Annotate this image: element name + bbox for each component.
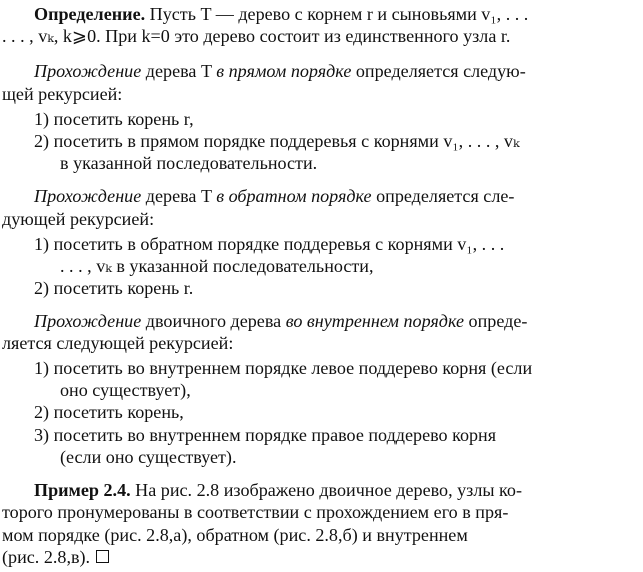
example-line-1 (34, 479, 522, 501)
definition-heading: Определение. (34, 3, 146, 24)
end-of-proof-square-icon (96, 550, 109, 563)
postorder-step-1b: . . . , vₖ в указанной последовательности, (60, 255, 374, 276)
example-text-4: (рис. 2.8,в). (2, 546, 91, 567)
postorder-step-1a: 1) посетить в обратном порядке поддеревья с корнями v₁, . . . (34, 233, 505, 254)
example-line-3: мом порядке (рис. 2.8,а), обратном (рис. 2.8,б) и внутреннем (2, 524, 468, 545)
postorder-lead: Прохождение (34, 186, 142, 207)
definition-text-1: Пусть T — дерево с корнем r и сыновьями v₁, . . . (145, 3, 529, 24)
definition-line-2: . . . , vₖ, k⩾0. При k=0 это дерево состоит из единственного узла r. (2, 26, 511, 46)
inorder-emph: во внутреннем порядке (285, 310, 465, 331)
preorder-step-1: 1) посетить корень r, (34, 108, 194, 129)
postorder-line-2: дующей рекурсией: (2, 208, 155, 229)
inorder-step-3a: 3) посетить во внутреннем порядке правое поддерево корня (34, 424, 497, 445)
inorder-step-1a: 1) посетить во внутреннем порядке левое поддерево корня (если (34, 357, 533, 378)
preorder-step-2b: в указанной последовательности. (60, 153, 318, 173)
postorder-mid: дерева T (141, 186, 217, 207)
example-line-2: торого пронумерованы в соответствии с прохождением его в пря- (2, 502, 509, 523)
inorder-step-2: 2) посетить корень, (34, 402, 184, 423)
preorder-lead: Прохождение (34, 61, 142, 82)
preorder-mid: дерева T (141, 61, 217, 82)
preorder-tail: определяется следую- (351, 61, 526, 82)
postorder-step-2: 2) посетить корень r. (34, 278, 194, 299)
example-text-1: На рис. 2.8 изображено двоичное дерево, узлы ко- (130, 480, 522, 500)
inorder-lead: Прохождение (34, 310, 142, 331)
example-line-4 (2, 546, 109, 568)
example-heading: Пример 2.4. (34, 480, 131, 500)
preorder-step-2a: 2) посетить в прямом порядке поддеревья с корнями v₁, . . . , vₖ (34, 130, 520, 151)
preorder-line-2: щей рекурсией: (2, 83, 123, 104)
definition-line-1 (34, 3, 528, 25)
inorder-step-3b: (если оно существует). (60, 446, 237, 467)
inorder-tail: опреде- (464, 310, 528, 331)
inorder-mid: двоичного дерева (141, 310, 286, 331)
preorder-emph: в прямом порядке (216, 61, 352, 82)
preorder-line-1 (34, 60, 526, 82)
postorder-tail: определяется сле- (371, 186, 515, 207)
postorder-emph: в обратном порядке (216, 186, 372, 207)
postorder-line-1 (34, 185, 514, 207)
inorder-step-1b: оно существует), (60, 380, 191, 400)
inorder-line-2: ляется следующей рекурсией: (2, 332, 234, 353)
inorder-line-1 (34, 310, 527, 332)
